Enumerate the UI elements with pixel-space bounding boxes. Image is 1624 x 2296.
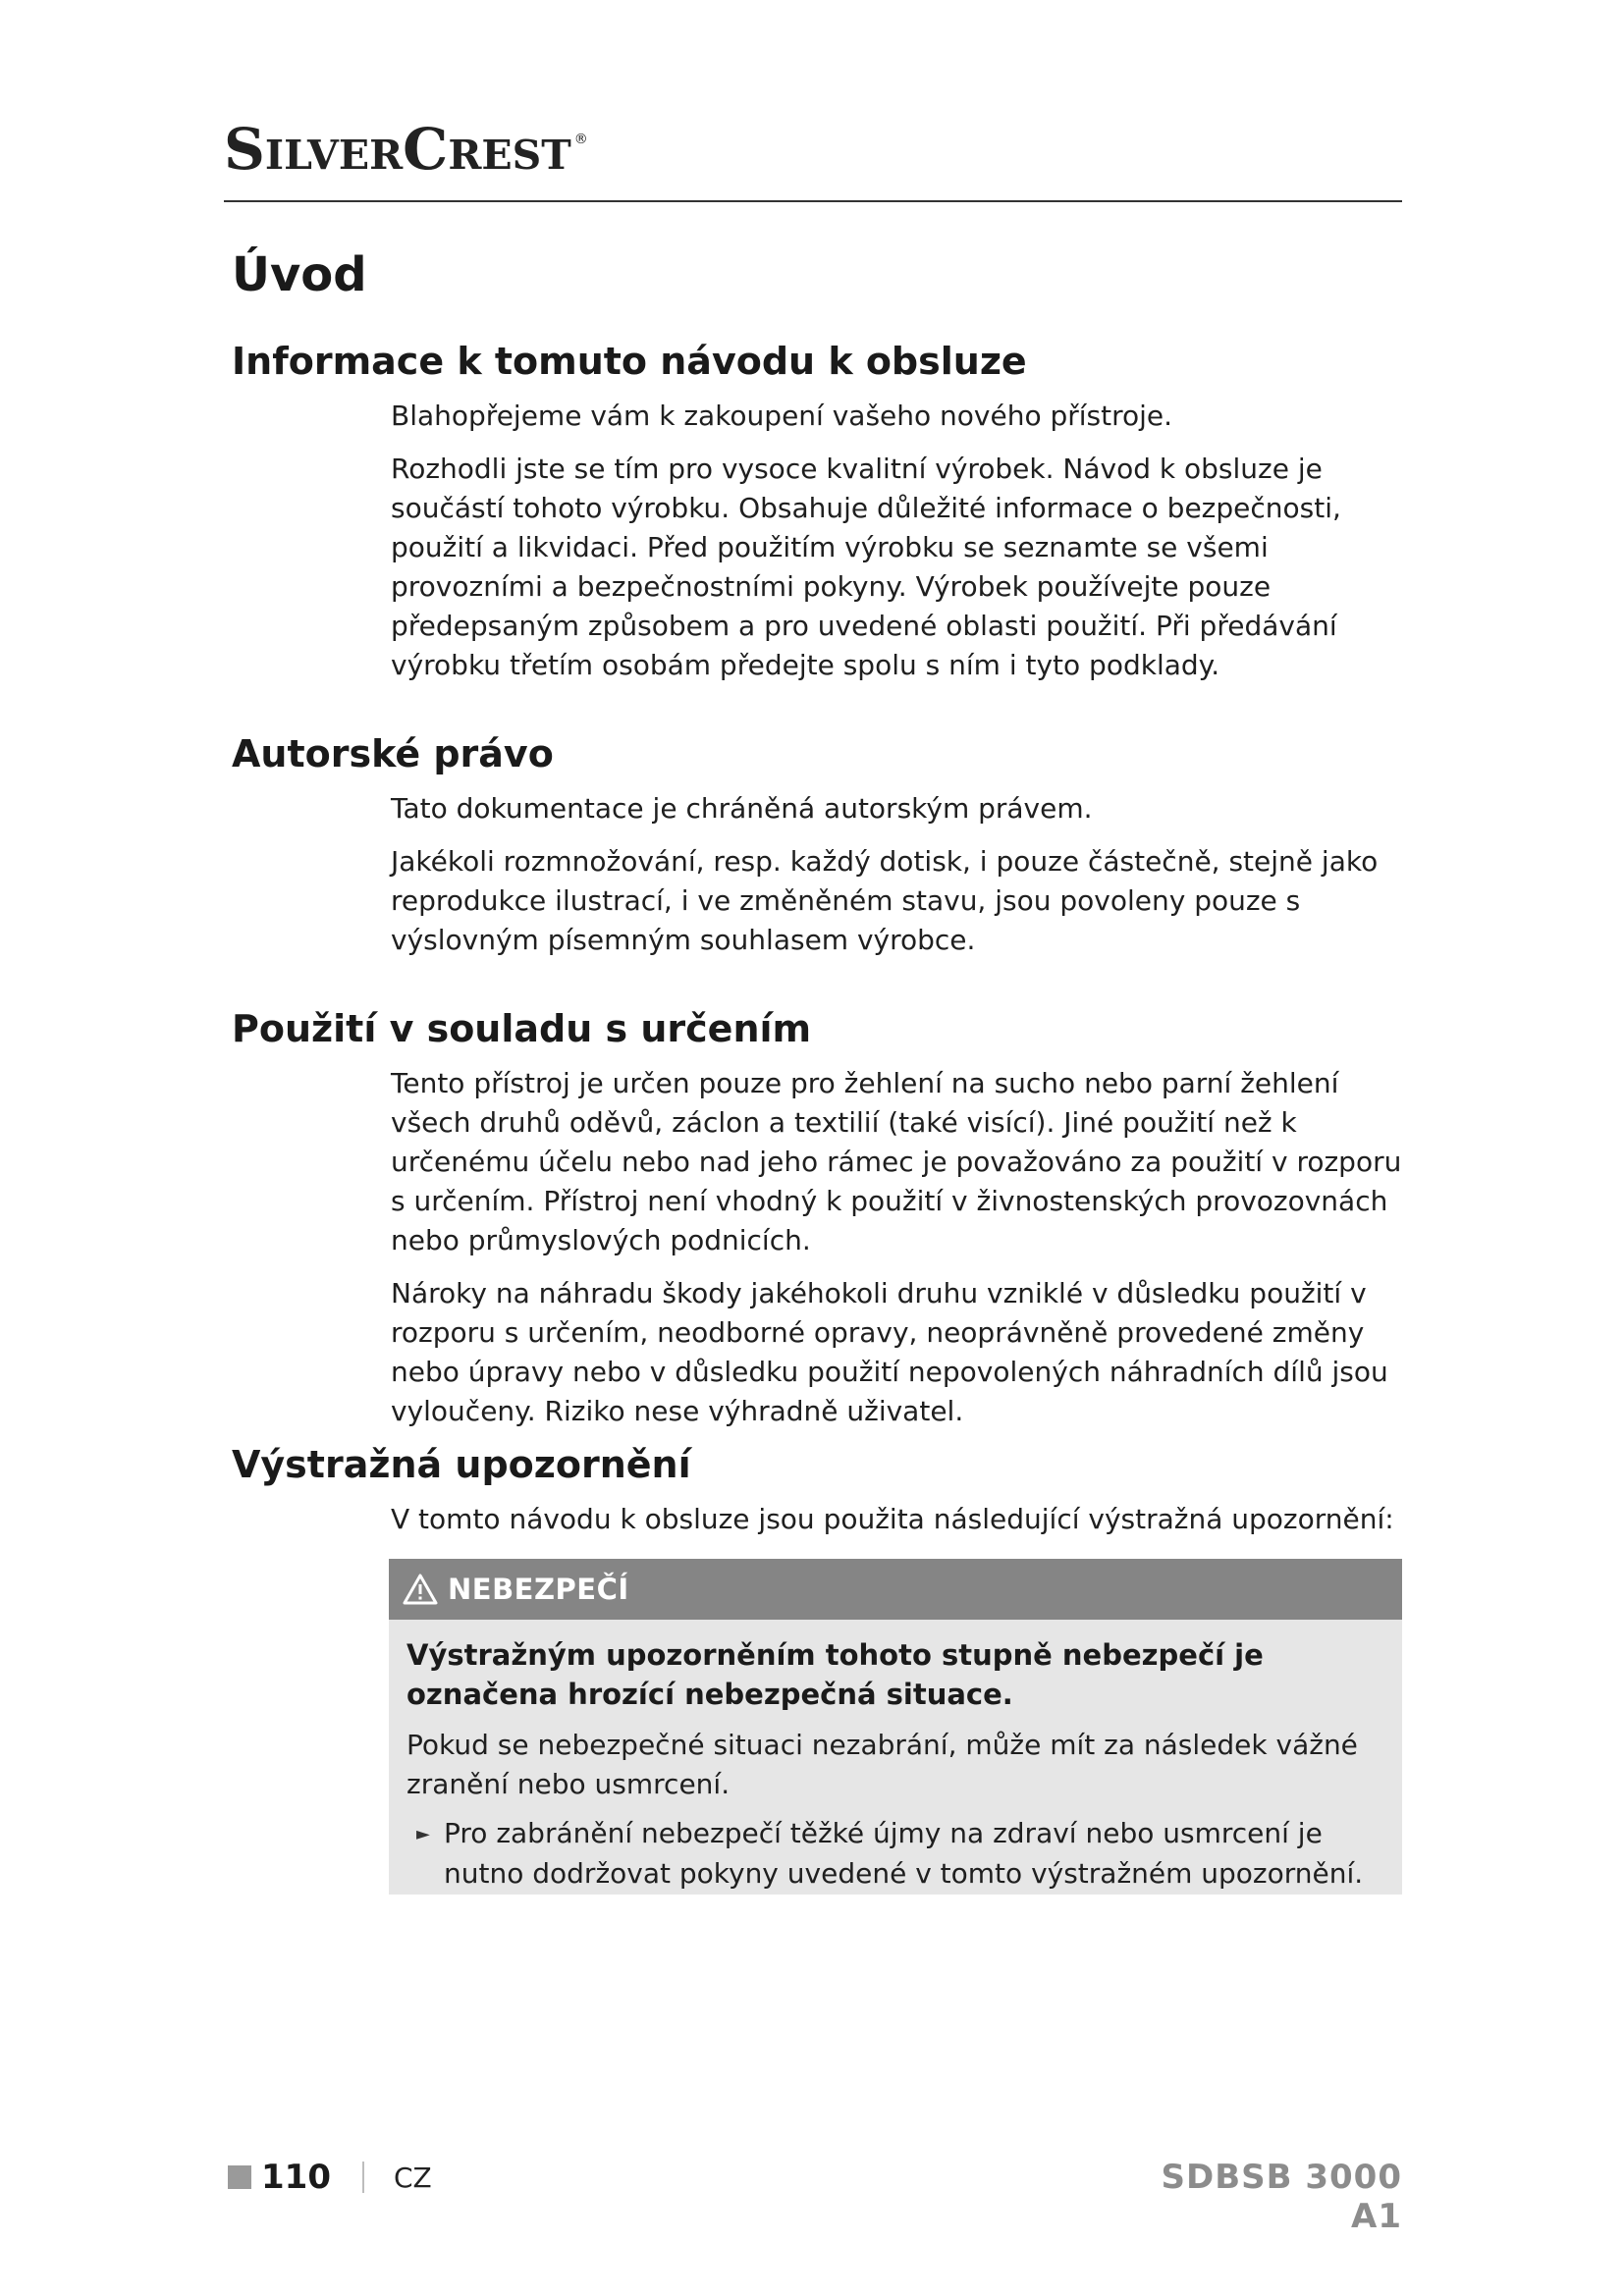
page-title: Úvod (232, 247, 367, 302)
danger-bold-text: Výstražným upozorněním tohoto stupně nebezpečí je označena hrozící nebezpečná situace. (406, 1638, 1264, 1711)
section-paragraph: Jakékoli rozmnožování, resp. každý dotisk, i pouze částečně, stejně jako reprodukce ilustrací, i ve změněném stavu, jsou povoleny pouze s výslovným písemným souhlasem výrobce. (391, 845, 1379, 956)
section-heading: Výstražná upozornění (232, 1443, 691, 1486)
danger-label: NEBEZPEČÍ (448, 1573, 629, 1606)
danger-warning-header (389, 1559, 1402, 1620)
logo-text-rest: rest (448, 116, 571, 183)
footer-divider (362, 2162, 364, 2193)
arrow-right-icon: ► (416, 1824, 430, 1844)
section-paragraph: Tato dokumentace je chráněná autorským právem. (391, 792, 1093, 825)
danger-bullet-text: Pro zabránění nebezpečí těžké újmy na zdraví nebo usmrcení je nutno dodržovat pokyny uvedené v tomto výstražném upozornění. (444, 1817, 1364, 1890)
page-number: 110 (261, 2158, 331, 2197)
warning-triangle-icon (403, 1574, 438, 1605)
language-code: CZ (393, 2161, 432, 2194)
section-intended-use (232, 1007, 1410, 1445)
page-footer-left (228, 2158, 432, 2197)
section-warnings (232, 1443, 1410, 1553)
section-manual-info (232, 340, 1410, 699)
registered-mark: ® (573, 132, 588, 147)
section-heading: Autorské právo (232, 732, 554, 775)
section-paragraph: Tento přístroj je určen pouze pro žehlení na sucho nebo parní žehlení všech druhů oděvů, záclon a textilií (také visící). Jiné použití než k určenému účelu nebo nad jeho rámec je považováno za použití v rozporu s určením. Přístroj není vhodný k použití v živnostenských provozovnách nebo průmyslových podnicích. (391, 1067, 1402, 1256)
danger-text: Pokud se nebezpečné situaci nezabrání, může mít za následek vážné zranění nebo usmrcení. (406, 1729, 1358, 1800)
section-paragraph: V tomto návodu k obsluze jsou použita následující výstražná upozornění: (391, 1503, 1394, 1535)
section-copyright (232, 732, 1410, 974)
danger-warning-box (389, 1559, 1402, 1895)
logo-letter-c: C (403, 116, 449, 183)
logo-letter-s: S (224, 116, 265, 183)
model-code: SDBSB 3000 A1 (1161, 2158, 1402, 2236)
silvercrest-logo (224, 116, 588, 183)
danger-bullet-item (406, 1814, 1384, 1894)
section-paragraph: Blahopřejeme vám k zakoupení vašeho nového přístroje. (391, 400, 1173, 432)
logo-text-ilver: ilver (264, 116, 404, 183)
section-paragraph: Rozhodli jste se tím pro vysoce kvalitní výrobek. Návod k obsluze je součástí tohoto výrobku. Obsahuje důležité informace o bezpečnosti, použití a likvidaci. Před použitím výrobku se seznamte se všemi provozními a bezpečnostními pokyny. Výrobek používejte pouze předepsaným způsobem a pro uvedené oblasti použití. Při předávání výrobku třetím osobám předejte spolu s ním i tyto podklady. (391, 453, 1341, 681)
page-marker-square (228, 2165, 251, 2189)
header-divider (224, 200, 1402, 202)
section-paragraph: Nároky na náhradu škody jakéhokoli druhu vzniklé v důsledku použití v rozporu s určením, neodborné opravy, neoprávněně provedené změny nebo úpravy nebo v důsledku použití nepovolených náhradních dílů jsou vyloučeny. Riziko nese výhradně uživatel. (391, 1277, 1388, 1427)
section-heading: Použití v souladu s určením (232, 1007, 812, 1050)
danger-warning-content (389, 1620, 1402, 1894)
section-heading: Informace k tomuto návodu k obsluze (232, 340, 1027, 383)
